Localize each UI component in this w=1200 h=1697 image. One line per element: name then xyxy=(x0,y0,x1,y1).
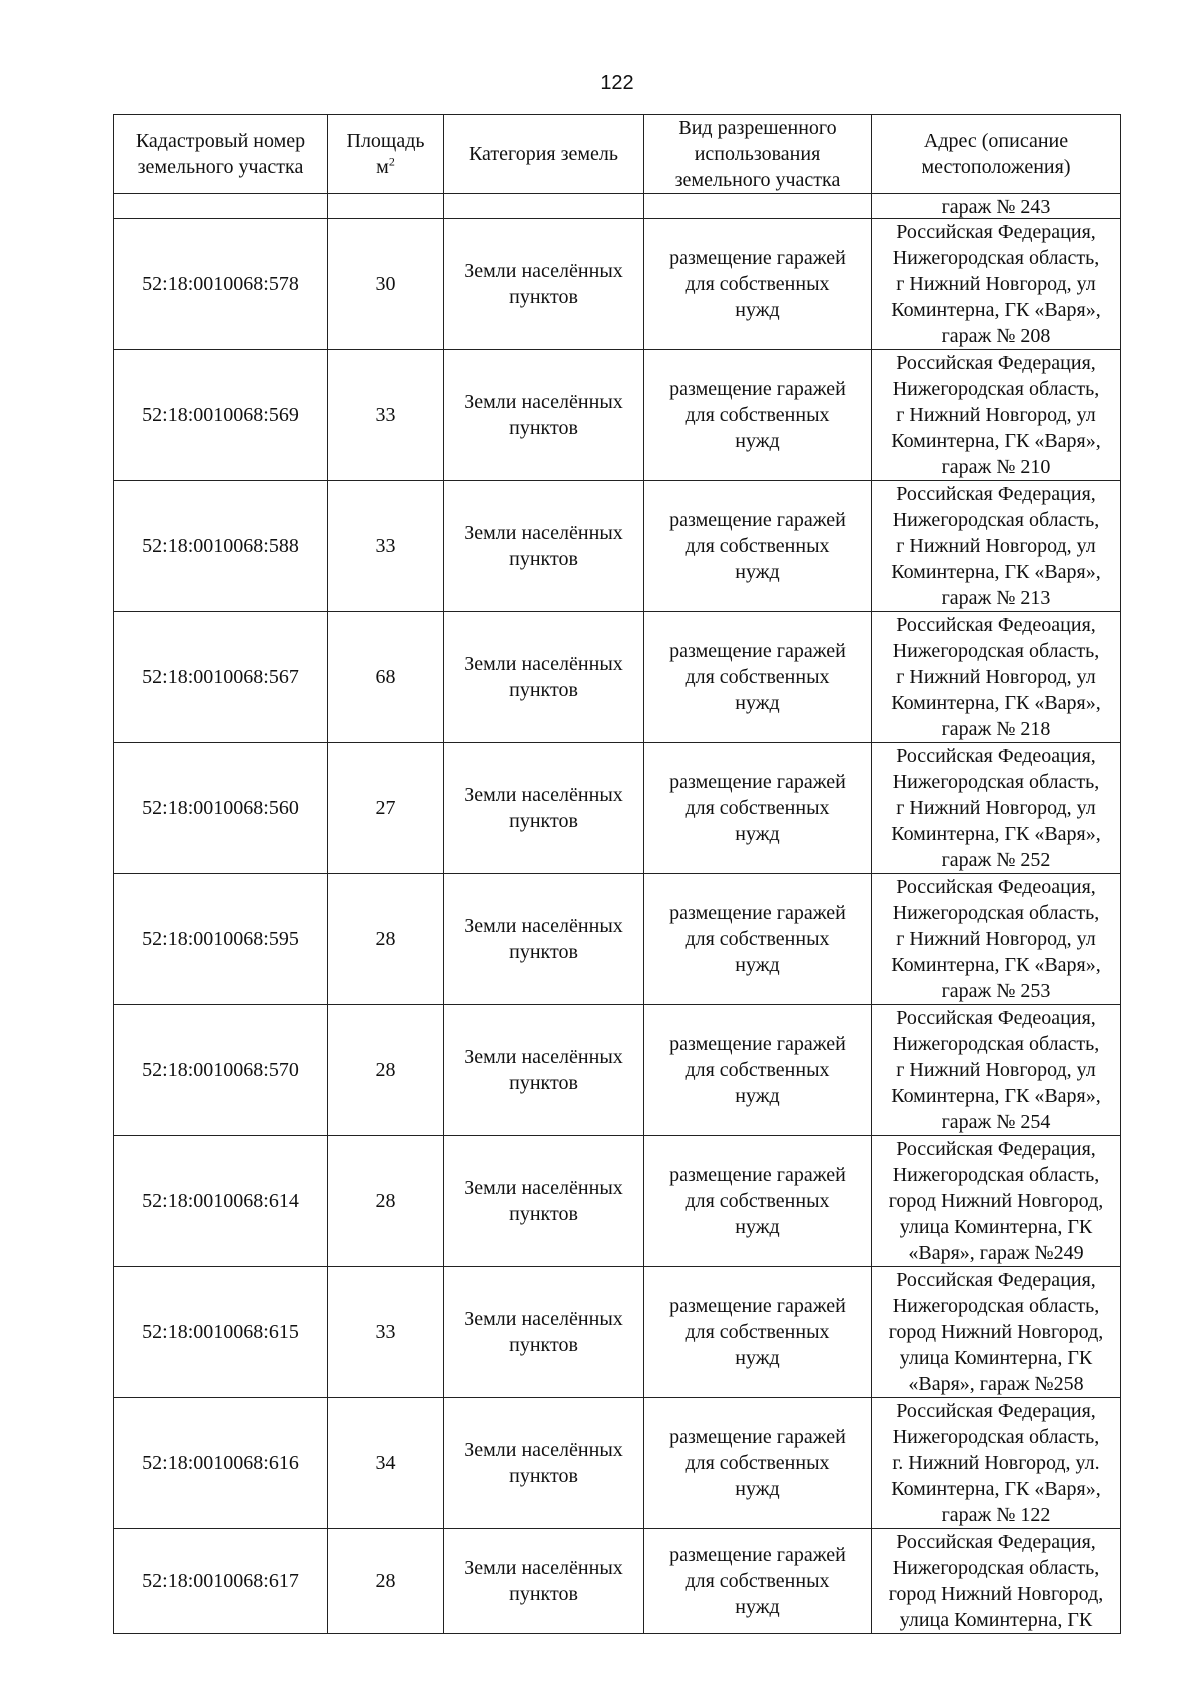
header-area xyxy=(328,115,444,194)
header-cadastral-line: Кадастровый номер xyxy=(135,130,306,152)
table-row xyxy=(114,1267,1121,1398)
category-line: пунктов xyxy=(509,1072,578,1094)
usage-line: размещение гаражей xyxy=(669,1426,846,1448)
cell-address xyxy=(872,1267,1121,1398)
cell-permitted-use xyxy=(644,1398,872,1529)
address-line: Коминтерна, ГК «Варя», xyxy=(891,299,1101,321)
usage-line: нужд xyxy=(735,299,780,321)
usage-line: для собственных xyxy=(685,535,830,557)
category-line: Земли населённых xyxy=(464,1046,623,1068)
category-line: Земли населённых xyxy=(464,1557,623,1579)
cell-address xyxy=(872,1529,1121,1634)
address-line: Нижегородская область, xyxy=(892,1164,1100,1186)
usage-line: для собственных xyxy=(685,273,830,295)
address-line: город Нижний Новгород, xyxy=(888,1583,1104,1605)
address-line: Нижегородская область, xyxy=(892,247,1100,269)
usage-line: нужд xyxy=(735,954,780,976)
address-line: гараж № 252 xyxy=(941,849,1051,871)
address-line: Российская Федерация, xyxy=(896,221,1096,243)
table-row xyxy=(114,743,1121,874)
usage-line: для собственных xyxy=(685,404,830,426)
table-row xyxy=(114,1398,1121,1529)
cell-area: 34 xyxy=(328,1398,444,1529)
cell-empty xyxy=(644,194,872,219)
table-row xyxy=(114,1136,1121,1267)
usage-line: размещение гаражей xyxy=(669,247,846,269)
usage-line: для собственных xyxy=(685,1570,830,1592)
usage-line: для собственных xyxy=(685,1321,830,1343)
cell-cadastral-number: 52:18:0010068:616 xyxy=(114,1398,328,1529)
page-number: 122 xyxy=(600,72,634,94)
usage-line: нужд xyxy=(735,1347,780,1369)
address-line: гараж № 210 xyxy=(941,456,1051,478)
category-line: Земли населённых xyxy=(464,522,623,544)
address-line: город Нижний Новгород, xyxy=(888,1321,1104,1343)
address-line: Российская Федерация, xyxy=(896,1400,1096,1422)
address-line: Коминтерна, ГК «Варя», xyxy=(891,1085,1101,1107)
header-cadastral xyxy=(114,115,328,194)
cell-land-category xyxy=(444,743,644,874)
usage-line: нужд xyxy=(735,561,780,583)
cell-address xyxy=(872,612,1121,743)
address-line: г Нижний Новгород, ул xyxy=(896,928,1096,950)
cell-area: 30 xyxy=(328,219,444,350)
cell-land-category xyxy=(444,1136,644,1267)
cell-cadastral-number: 52:18:0010068:588 xyxy=(114,481,328,612)
usage-line: для собственных xyxy=(685,1059,830,1081)
address-line: улица Коминтерна, ГК xyxy=(899,1347,1093,1369)
usage-line: размещение гаражей xyxy=(669,378,846,400)
usage-line: нужд xyxy=(735,1216,780,1238)
address-line: г Нижний Новгород, ул xyxy=(896,666,1096,688)
usage-line: размещение гаражей xyxy=(669,771,846,793)
cell-land-category xyxy=(444,219,644,350)
address-line: Нижегородская область, xyxy=(892,771,1100,793)
address-line: Российская Федеоация, xyxy=(896,614,1096,636)
cell-address xyxy=(872,219,1121,350)
cell-permitted-use xyxy=(644,874,872,1005)
category-line: Земли населённых xyxy=(464,784,623,806)
usage-line: размещение гаражей xyxy=(669,1544,846,1566)
address-line: Нижегородская область, xyxy=(892,509,1100,531)
address-line: г. Нижний Новгород, ул. xyxy=(892,1452,1100,1474)
area-unit: м xyxy=(376,156,389,178)
usage-line: нужд xyxy=(735,692,780,714)
usage-line: размещение гаражей xyxy=(669,509,846,531)
address-line: Нижегородская область, xyxy=(892,1426,1100,1448)
cell-cadastral-number: 52:18:0010068:614 xyxy=(114,1136,328,1267)
address-line: г Нижний Новгород, ул xyxy=(896,1059,1096,1081)
cell-permitted-use xyxy=(644,743,872,874)
table-row xyxy=(114,612,1121,743)
cell-address xyxy=(872,1136,1121,1267)
cell-empty xyxy=(444,194,644,219)
address-line: Российская Федеоация, xyxy=(896,745,1096,767)
table-row xyxy=(114,1529,1121,1634)
continuation-row xyxy=(114,194,1121,219)
address-line: Российская Федерация, xyxy=(896,352,1096,374)
cell-area: 28 xyxy=(328,1529,444,1634)
table-header xyxy=(114,115,1121,194)
address-line: гараж № 213 xyxy=(941,587,1051,609)
table-row xyxy=(114,350,1121,481)
category-line: Земли населённых xyxy=(464,1308,623,1330)
cell-area: 28 xyxy=(328,874,444,1005)
category-line: Земли населённых xyxy=(464,1177,623,1199)
cell-land-category xyxy=(444,1529,644,1634)
address-line: улица Коминтерна, ГК xyxy=(899,1216,1093,1238)
address-line: «Варя», гараж №258 xyxy=(908,1373,1084,1395)
header-usage xyxy=(644,115,872,194)
address-line: гараж № 253 xyxy=(941,980,1051,1002)
usage-line: нужд xyxy=(735,823,780,845)
cell-permitted-use xyxy=(644,481,872,612)
address-line: г Нижний Новгород, ул xyxy=(896,797,1096,819)
address-line: Российская Федеоация, xyxy=(896,1007,1096,1029)
usage-line: размещение гаражей xyxy=(669,1164,846,1186)
usage-line: для собственных xyxy=(685,928,830,950)
address-line: Нижегородская область, xyxy=(892,378,1100,400)
category-line: пунктов xyxy=(509,417,578,439)
address-line: Российская Федерация, xyxy=(896,1531,1096,1553)
land-plots-table xyxy=(113,114,1121,1634)
cell-area: 28 xyxy=(328,1136,444,1267)
cell-address-continuation: гараж № 243 xyxy=(872,194,1121,219)
cell-land-category xyxy=(444,1005,644,1136)
cell-empty xyxy=(328,194,444,219)
address-line: Российская Федерация, xyxy=(896,1269,1096,1291)
address-line: Нижегородская область, xyxy=(892,1295,1100,1317)
usage-line: для собственных xyxy=(685,797,830,819)
category-line: Земли населённых xyxy=(464,653,623,675)
cell-cadastral-number: 52:18:0010068:615 xyxy=(114,1267,328,1398)
cell-address xyxy=(872,1398,1121,1529)
category-line: Земли населённых xyxy=(464,391,623,413)
cell-cadastral-number: 52:18:0010068:595 xyxy=(114,874,328,1005)
usage-line: для собственных xyxy=(685,1190,830,1212)
address-line: Российская Федерация, xyxy=(896,1138,1096,1160)
address-line: г Нижний Новгород, ул xyxy=(896,404,1096,426)
header-area-label: Площадь xyxy=(346,130,425,152)
category-line: пунктов xyxy=(509,1465,578,1487)
cell-land-category xyxy=(444,874,644,1005)
usage-line: нужд xyxy=(735,1085,780,1107)
cell-area: 28 xyxy=(328,1005,444,1136)
cell-area: 33 xyxy=(328,1267,444,1398)
table-row xyxy=(114,219,1121,350)
usage-line: для собственных xyxy=(685,666,830,688)
cell-permitted-use xyxy=(644,612,872,743)
address-line: город Нижний Новгород, xyxy=(888,1190,1104,1212)
address-line: гараж № 122 xyxy=(941,1504,1051,1526)
header-usage-line: использования xyxy=(694,143,821,165)
address-line: гараж № 218 xyxy=(941,718,1051,740)
header-address xyxy=(872,115,1121,194)
address-line: Нижегородская область, xyxy=(892,640,1100,662)
address-line: гараж № 254 xyxy=(941,1111,1051,1133)
cell-permitted-use xyxy=(644,1136,872,1267)
cell-cadastral-number: 52:18:0010068:560 xyxy=(114,743,328,874)
cell-cadastral-number: 52:18:0010068:617 xyxy=(114,1529,328,1634)
cell-address xyxy=(872,743,1121,874)
usage-line: для собственных xyxy=(685,1452,830,1474)
usage-line: нужд xyxy=(735,1596,780,1618)
usage-line: нужд xyxy=(735,1478,780,1500)
table-body xyxy=(114,194,1121,1634)
usage-line: размещение гаражей xyxy=(669,1033,846,1055)
table-row xyxy=(114,874,1121,1005)
header-cadastral-line: земельного участка xyxy=(137,156,304,178)
category-line: пунктов xyxy=(509,941,578,963)
cell-cadastral-number: 52:18:0010068:570 xyxy=(114,1005,328,1136)
header-address-line: местоположения) xyxy=(921,156,1071,178)
cell-land-category xyxy=(444,1267,644,1398)
usage-line: размещение гаражей xyxy=(669,1295,846,1317)
address-line: улица Коминтерна, ГК xyxy=(899,1609,1093,1631)
address-line: Нижегородская область, xyxy=(892,902,1100,924)
category-line: Земли населённых xyxy=(464,260,623,282)
address-line: Российская Федерация, xyxy=(896,483,1096,505)
category-line: пунктов xyxy=(509,810,578,832)
cell-empty xyxy=(114,194,328,219)
category-line: Земли населённых xyxy=(464,915,623,937)
cell-cadastral-number: 52:18:0010068:569 xyxy=(114,350,328,481)
category-line: пунктов xyxy=(509,1583,578,1605)
cell-permitted-use xyxy=(644,1005,872,1136)
category-line: Земли населённых xyxy=(464,1439,623,1461)
address-line: г Нижний Новгород, ул xyxy=(896,273,1096,295)
address-line: г Нижний Новгород, ул xyxy=(896,535,1096,557)
header-category: Категория земель xyxy=(444,115,644,194)
usage-line: нужд xyxy=(735,430,780,452)
header-area-unit xyxy=(330,154,441,180)
cell-area: 33 xyxy=(328,481,444,612)
cell-permitted-use xyxy=(644,1267,872,1398)
address-line: Коминтерна, ГК «Варя», xyxy=(891,692,1101,714)
category-line: пунктов xyxy=(509,1203,578,1225)
cell-area: 33 xyxy=(328,350,444,481)
cell-permitted-use xyxy=(644,350,872,481)
address-line: Коминтерна, ГК «Варя», xyxy=(891,430,1101,452)
cell-address xyxy=(872,481,1121,612)
usage-line: размещение гаражей xyxy=(669,640,846,662)
header-usage-line: земельного участка xyxy=(674,169,841,191)
category-line: пунктов xyxy=(509,286,578,308)
cell-permitted-use xyxy=(644,1529,872,1634)
usage-line: размещение гаражей xyxy=(669,902,846,924)
cell-area: 68 xyxy=(328,612,444,743)
address-line: Нижегородская область, xyxy=(892,1033,1100,1055)
category-line: пунктов xyxy=(509,1334,578,1356)
cell-land-category xyxy=(444,481,644,612)
cell-address xyxy=(872,1005,1121,1136)
address-line: гараж № 208 xyxy=(941,325,1051,347)
address-line: Коминтерна, ГК «Варя», xyxy=(891,954,1101,976)
cell-address xyxy=(872,874,1121,1005)
cell-area: 27 xyxy=(328,743,444,874)
category-line: пунктов xyxy=(509,548,578,570)
address-line: Коминтерна, ГК «Варя», xyxy=(891,823,1101,845)
table-row xyxy=(114,481,1121,612)
cell-cadastral-number: 52:18:0010068:567 xyxy=(114,612,328,743)
cell-address xyxy=(872,350,1121,481)
address-line: Коминтерна, ГК «Варя», xyxy=(891,1478,1101,1500)
table-row xyxy=(114,1005,1121,1136)
area-unit-superscript: 2 xyxy=(388,154,395,169)
cell-land-category xyxy=(444,1398,644,1529)
cell-land-category xyxy=(444,350,644,481)
header-address-line: Адрес (описание xyxy=(923,130,1069,152)
category-line: пунктов xyxy=(509,679,578,701)
address-line: Нижегородская область, xyxy=(892,1557,1100,1579)
address-line: «Варя», гараж №249 xyxy=(908,1242,1084,1264)
cell-land-category xyxy=(444,612,644,743)
address-line: Российская Федеоация, xyxy=(896,876,1096,898)
cell-cadastral-number: 52:18:0010068:578 xyxy=(114,219,328,350)
cell-permitted-use xyxy=(644,219,872,350)
address-line: Коминтерна, ГК «Варя», xyxy=(891,561,1101,583)
header-usage-line: Вид разрешенного xyxy=(678,117,837,139)
